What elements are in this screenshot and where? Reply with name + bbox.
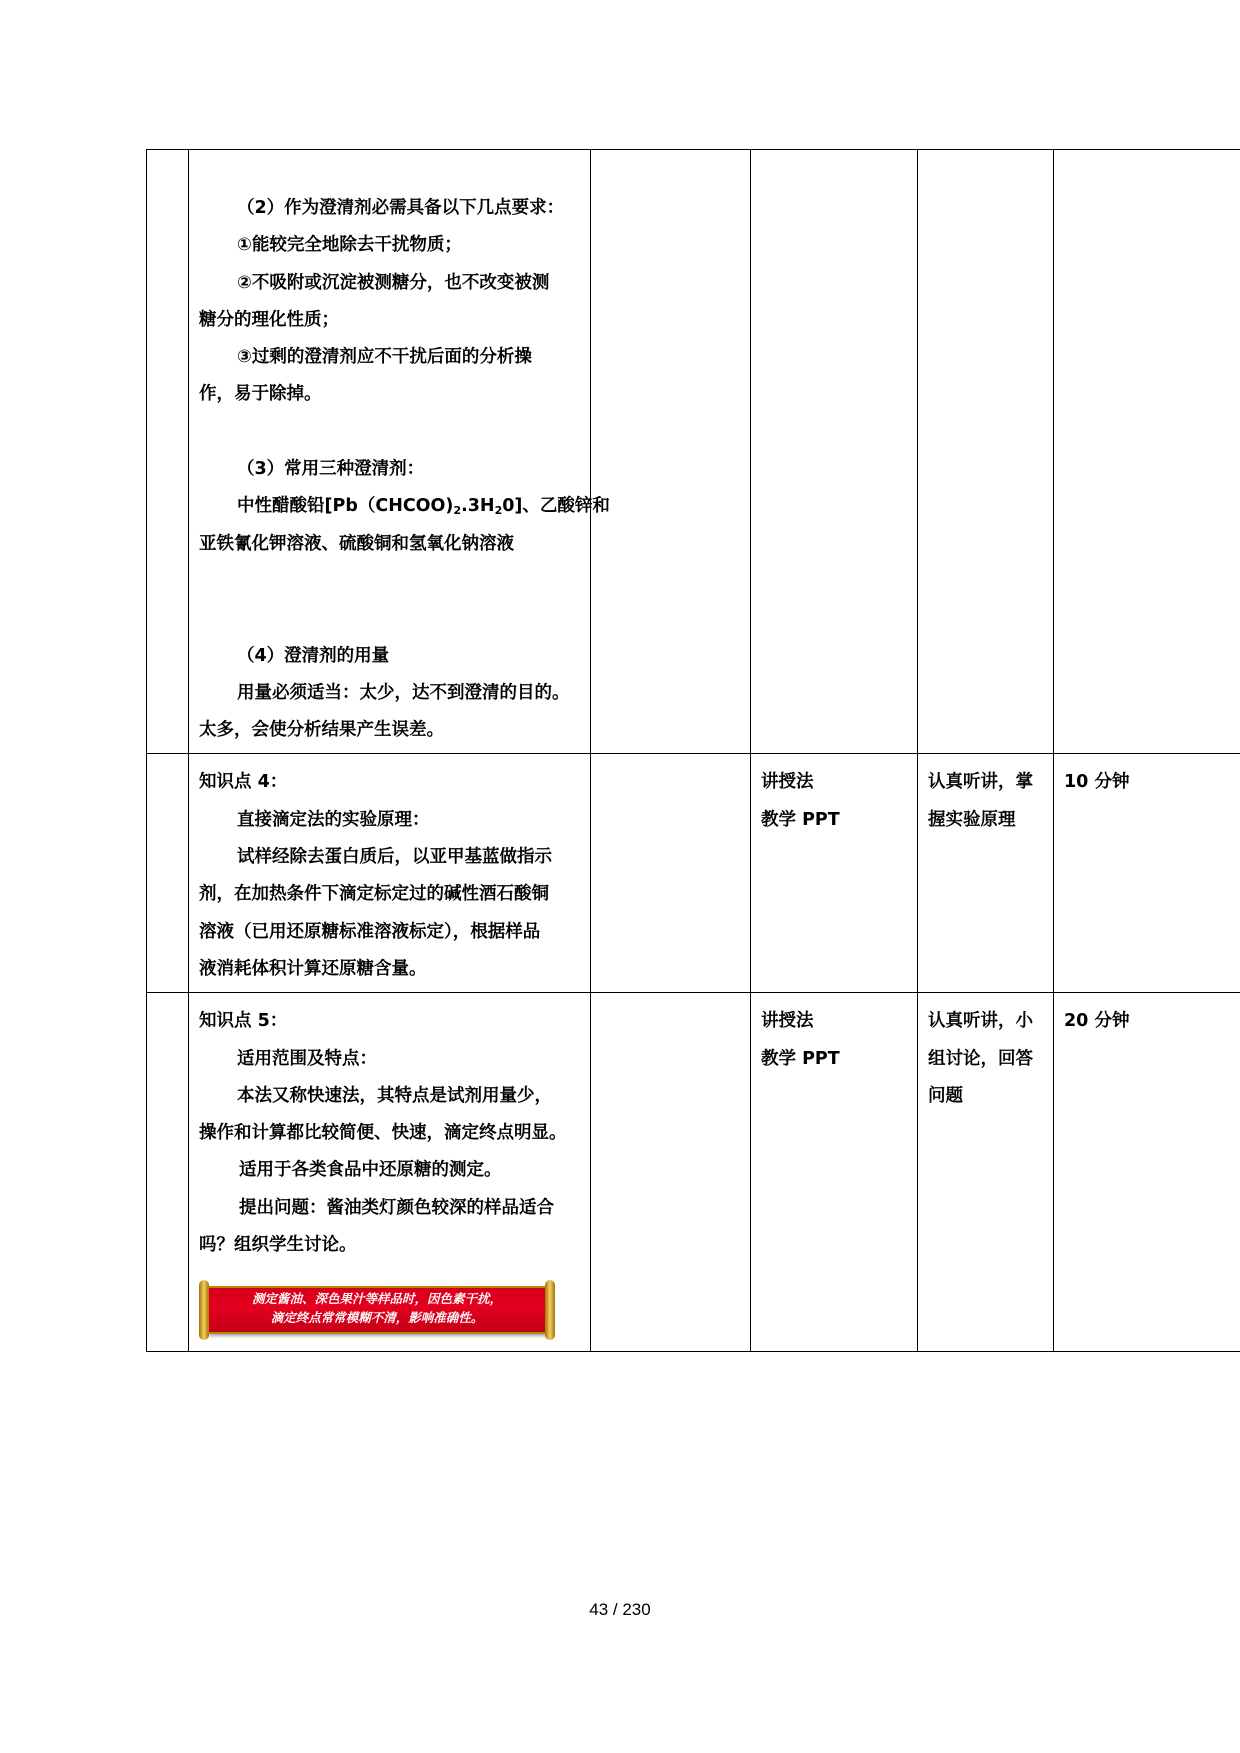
student-activity-cell: [918, 993, 1054, 1352]
content-line: 操作和计算都比较简便、快速，滴定终点明显。: [199, 1123, 567, 1144]
time-cell: [1054, 150, 1240, 754]
content-line: 用量必须适当：太少，达不到澄清的目的。: [237, 682, 570, 703]
table-row: [147, 150, 1240, 754]
method-cell: [751, 993, 918, 1352]
content-line: ①能较完全地除去干扰物质；: [237, 235, 462, 256]
empty-cell: [591, 150, 751, 754]
content-line: 适用范围及特点：: [237, 1048, 377, 1069]
content-cell: [189, 150, 610, 754]
banner-text: 测定酱油、深色果汁等样品时，因色素干扰， 滴定终点常常模糊不清，影响准确性。: [251, 1291, 502, 1326]
scroll-roll-icon: [545, 1280, 555, 1340]
content-line: （2）作为澄清剂必需具备以下几点要求：: [237, 198, 565, 218]
content-line: 作，易于除掉。: [199, 384, 322, 405]
content-line: 知识点 4：: [199, 772, 288, 793]
student-activity-line: 组讨论，回答: [928, 1048, 1033, 1069]
content-line: 本法又称快速法，其特点是试剂用量少，: [237, 1085, 552, 1106]
content-line: （3）常用三种澄清剂：: [237, 459, 425, 480]
table-row: [147, 993, 1240, 1352]
student-activity-line: 握实验原理: [928, 809, 1016, 830]
method-line: 教学 PPT: [761, 809, 840, 830]
time-cell: [1054, 993, 1240, 1352]
content-cell: [189, 993, 591, 1352]
table-row: [147, 754, 1240, 993]
scroll-banner: [199, 1280, 555, 1340]
method-cell: [751, 754, 918, 993]
content-line: 吗？组织学生讨论。: [199, 1235, 357, 1256]
time-label: 20 分钟: [1064, 1011, 1130, 1032]
student-activity-cell: [918, 754, 1054, 993]
content-cell: [189, 754, 591, 993]
index-cell: [147, 754, 189, 993]
student-activity-line: 问题: [928, 1085, 963, 1106]
content-line: ③过剩的澄清剂应不干扰后面的分析操: [237, 347, 532, 368]
empty-cell: [591, 754, 751, 993]
method-line: 讲授法: [761, 772, 814, 793]
student-activity-line: 认真听讲，掌: [928, 772, 1033, 793]
content-line: 液消耗体积计算还原糖含量。: [199, 958, 427, 979]
content-line: 适用于各类食品中还原糖的测定。: [239, 1160, 502, 1181]
lesson-plan-table: [146, 149, 1240, 1352]
time-label: 10 分钟: [1064, 772, 1130, 793]
content-line: 提出问题：酱油类灯颜色较深的样品适合: [239, 1197, 554, 1218]
page-number: 43 / 230: [589, 1600, 651, 1619]
method-line: 讲授法: [761, 1011, 814, 1032]
content-line: （4）澄清剂的用量: [237, 645, 390, 666]
content-line: 糖分的理化性质；: [199, 309, 339, 330]
content-line-formula: 中性醋酸铅$[Pb(CHCOO)_2.3H_20]$、乙酸锌和: [237, 496, 610, 518]
content-line: 溶液（已用还原糖标准溶液标定），根据样品: [199, 921, 541, 942]
method-cell: [751, 150, 918, 754]
time-cell: [1054, 754, 1240, 993]
student-activity-line: 认真听讲，小: [928, 1011, 1033, 1032]
empty-cell: [591, 993, 751, 1352]
content-line: 太多，会使分析结果产生误差。: [199, 720, 444, 741]
student-activity-cell: [918, 150, 1054, 754]
content-line: 试样经除去蛋白质后，以亚甲基蓝做指示: [237, 847, 552, 868]
method-line: 教学 PPT: [761, 1048, 840, 1069]
index-cell: [147, 993, 189, 1352]
index-cell: [147, 150, 189, 754]
content-line: ②不吸附或沉淀被测糖分，也不改变被测: [237, 272, 550, 293]
content-line: 知识点 5：: [199, 1011, 288, 1032]
content-line: 剂，在加热条件下滴定标定过的碱性酒石酸铜: [199, 884, 549, 905]
content-line: 亚铁氰化钾溶液、硫酸铜和氢氧化钠溶液: [199, 533, 514, 554]
content-line: 直接滴定法的实验原理：: [237, 809, 430, 830]
